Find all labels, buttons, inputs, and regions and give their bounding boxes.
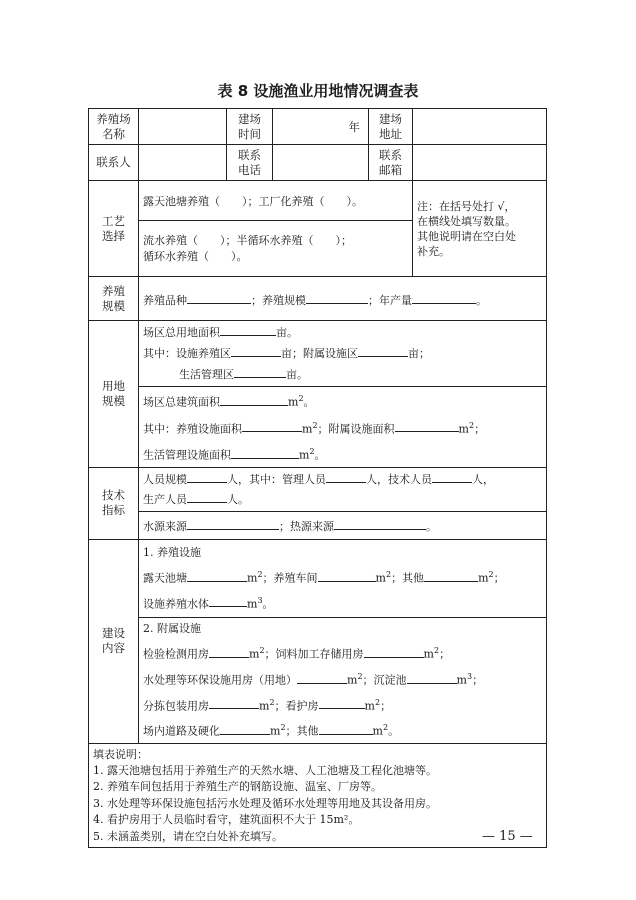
staff-fields[interactable]: 人员规模 人，其中：管理人员 人，技术人员 人， 生产人员 人。 — [139, 467, 547, 511]
other-facility-blank[interactable] — [424, 568, 478, 582]
page-number: — 15 — — [482, 829, 533, 844]
guard-room-blank[interactable] — [319, 695, 365, 709]
note-item-4: 4. 看护房用于人员临时看守，建筑面积不大于 15m²。 — [93, 813, 360, 827]
fill-instructions-title: 填表说明： — [93, 747, 148, 761]
build-time-field[interactable]: 年 — [273, 109, 369, 145]
process-option-flow-recirc[interactable]: 流水养殖（ ）；半循环水养殖（ ）； 循环水养殖（ ）。 — [139, 221, 413, 277]
feed-room-blank[interactable] — [364, 644, 424, 658]
contact-field[interactable] — [139, 145, 227, 181]
aux-build-blank[interactable] — [395, 418, 459, 432]
process-label: 工艺 选择 — [89, 181, 139, 277]
workshop-blank[interactable] — [318, 568, 376, 582]
water-source-blank[interactable] — [187, 516, 279, 530]
farm-address-field[interactable] — [413, 109, 547, 145]
process-note: 注：在括号处打 √， 在横线处填写数量。 其他说明请在空白处 补充。 — [413, 181, 547, 277]
test-room-blank[interactable] — [209, 644, 249, 658]
fill-instructions — [89, 743, 547, 847]
phone-field[interactable] — [273, 145, 369, 181]
land-area-fields[interactable]: 场区总用地面积 亩。 其中：设施养殖区 亩；附属设施区 亩； 生活管理区 亩。 — [139, 321, 547, 387]
breeding-scale-fields[interactable]: 养殖品种 ；养殖规模 ；年产量 。 — [139, 277, 547, 321]
manager-blank[interactable] — [326, 469, 366, 483]
breeding-scale-label: 养殖 规模 — [89, 277, 139, 321]
aux-area-blank[interactable] — [358, 343, 408, 357]
note-item-1: 1. 露天池塘包括用于养殖生产的天然水塘、人工池塘及工程化池塘等。 — [93, 763, 437, 777]
road-blank[interactable] — [220, 721, 270, 735]
pond-blank[interactable] — [187, 568, 247, 582]
note-item-3: 3. 水处理等环保设施包括污水处理及循环水处理等用地及其设备用房。 — [93, 796, 437, 810]
construction-fields[interactable]: 1. 养殖设施 露天池塘 $m^2$；养殖车间 $m^2$；其他 $m^2$； 设施养殖水体 $m^3$。 2. 附属设施 检验检测用房 $m^2$；饲料加工存储用房 $m^2$； 水处理等环保设施用房（用地） $m^2$；沉淀池 $m^3$； 分拣包装用房 $m^2$；看护房 $m^2$； 场内道路及硬化 $m^2$；其他 $m^2$。 — [139, 539, 547, 743]
scale-blank[interactable] — [306, 290, 368, 304]
tech-staff-blank[interactable] — [432, 469, 472, 483]
heat-source-blank[interactable] — [334, 516, 426, 530]
sediment-blank[interactable] — [407, 670, 457, 684]
water-heat-fields[interactable]: 水源来源 ；热源来源 。 — [139, 511, 547, 539]
farm-name-label: 养殖场 名称 — [89, 109, 139, 145]
farm-address-label: 建场 地址 — [369, 109, 413, 145]
staff-blank[interactable] — [187, 469, 227, 483]
page-title: 表 8 设施渔业用地情况调查表 — [217, 82, 419, 100]
construction-label: 建设 内容 — [89, 539, 139, 743]
farm-name-field[interactable] — [139, 109, 227, 145]
build-time-label: 建场 时间 — [227, 109, 273, 145]
pack-room-blank[interactable] — [209, 695, 259, 709]
facility-area-blank[interactable] — [231, 343, 281, 357]
treat-room-blank[interactable] — [297, 670, 347, 684]
other-aux-blank[interactable] — [319, 721, 373, 735]
living-area-blank[interactable] — [234, 364, 286, 378]
output-blank[interactable] — [412, 290, 476, 304]
total-area-blank[interactable] — [220, 322, 276, 336]
building-area-fields[interactable]: 场区总建筑面积 $m^2$。 其中：养殖设施面积 $m^2$；附属设施面积 $m^2$； 生活管理设施面积 $m^2$。 — [139, 387, 547, 468]
email-label: 联系 邮箱 — [369, 145, 413, 181]
land-scale-label: 用地 规模 — [89, 321, 139, 468]
note-item-5: 5. 未涵盖类别，请在空白处补充填写。 — [93, 829, 283, 843]
contact-label: 联系人 — [89, 145, 139, 181]
build-area-blank[interactable] — [220, 392, 288, 406]
survey-form-table — [88, 108, 547, 848]
facility-build-blank[interactable] — [242, 418, 302, 432]
phone-label: 联系 电话 — [227, 145, 273, 181]
variety-blank[interactable] — [187, 290, 251, 304]
tech-indicator-label: 技术 指标 — [89, 467, 139, 539]
process-option-pond-factory[interactable]: 露天池塘养殖（ ）；工厂化养殖（ ）。 — [139, 181, 413, 221]
email-field[interactable] — [413, 145, 547, 181]
living-build-blank[interactable] — [231, 445, 299, 459]
prod-staff-blank[interactable] — [187, 489, 227, 503]
note-item-2: 2. 养殖车间包括用于养殖生产的钢筋设施、温室、厂房等。 — [93, 780, 382, 794]
water-body-blank[interactable] — [209, 593, 247, 607]
